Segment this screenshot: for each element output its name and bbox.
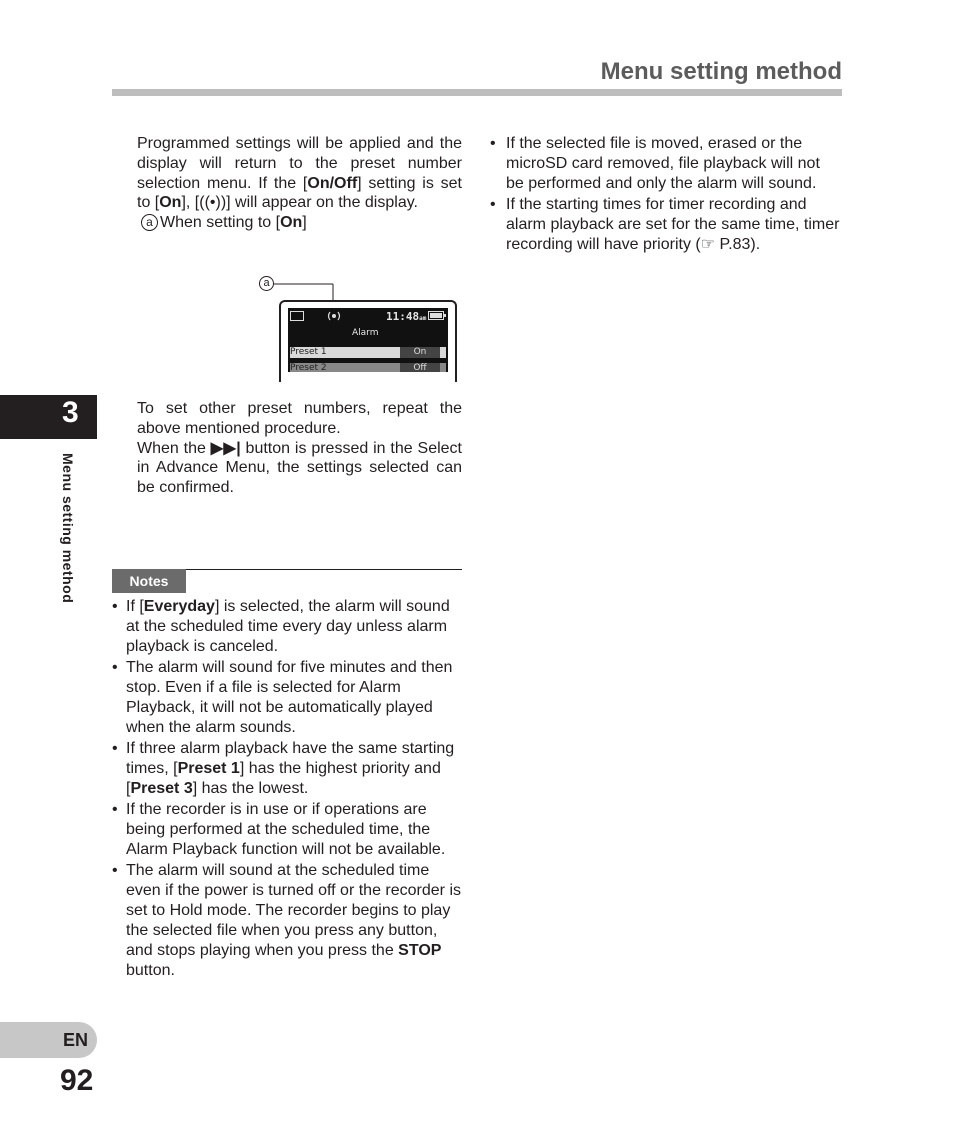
list-item: • If three alarm playback have the same starting times, [Preset 1] has the highest priority and [Preset 3] has the lowest. <box>112 739 464 799</box>
folder-icon <box>290 311 304 321</box>
confirm-paragraph <box>137 399 462 498</box>
screen-row-preset-2: Preset 2 Off <box>290 363 446 372</box>
screen-title: Alarm <box>352 328 379 338</box>
list-item: • The alarm will sound for five minutes and then stop. Even if a file is selected for Alarm Playback, it will not be automatically played when the alarm sounds. <box>112 658 464 738</box>
screen-row-preset-1: Preset 1 On <box>290 347 446 358</box>
alarm-icon <box>326 310 342 322</box>
figure-callout-marker: a <box>259 276 274 291</box>
callout-marker-icon: a <box>141 214 158 231</box>
battery-icon <box>428 311 446 320</box>
chapter-tab <box>0 395 97 439</box>
list-item: • If [Everyday] is selected, the alarm will sound at the scheduled time every day unless alarm playback is canceled. <box>112 597 464 657</box>
header-rule <box>112 89 842 96</box>
repeat-procedure-text: To set other preset numbers, repeat the above mentioned procedure. <box>137 400 462 437</box>
page-number: 92 <box>60 1064 94 1097</box>
alarm-icon: ((•)) <box>199 194 227 212</box>
right-column-notes <box>490 134 840 257</box>
recorder-display-figure <box>259 274 459 372</box>
next-button-icon: ▶▶| <box>210 439 241 457</box>
confirm-text: When the ▶▶| button is pressed in the Select in Advance Menu, the settings selected can be confirmed. <box>137 439 462 497</box>
list-item: • If the selected file is moved, erased or the microSD card removed, file playback will not be performed and only the alarm will sound. <box>490 134 840 193</box>
applied-settings-text: Programmed settings will be applied and the display will return to the preset number selection menu. If the [On/Off] setting is set to [On], [((•))] will appear on the display. <box>137 135 462 212</box>
notes-label: Notes <box>112 569 186 593</box>
instruction-paragraph <box>137 134 462 233</box>
notes-list <box>112 597 464 982</box>
chapter-number: 3 <box>62 396 79 429</box>
list-item: • If the recorder is in use or if operations are being performed at the scheduled time, the Alarm Playback function will not be available. <box>112 800 464 860</box>
chapter-side-label: Menu setting method <box>60 453 76 604</box>
language-code: EN <box>63 1030 89 1050</box>
page-header-title: Menu setting method <box>600 58 842 85</box>
list-item: • The alarm will sound at the scheduled time even if the power is turned off or the recorder is set to Hold mode. The recorder begins to play the selected file when you press any button, and stops playing when you press the STOP button. <box>112 861 464 981</box>
screen-clock: 11:48am <box>386 310 427 323</box>
device-screen <box>288 308 448 372</box>
list-item: • If the starting times for timer recording and alarm playback are set for the same time, timer recording will have priority (☞ P.83). <box>490 195 840 254</box>
callout-caption: a When setting to [On] <box>137 213 462 233</box>
